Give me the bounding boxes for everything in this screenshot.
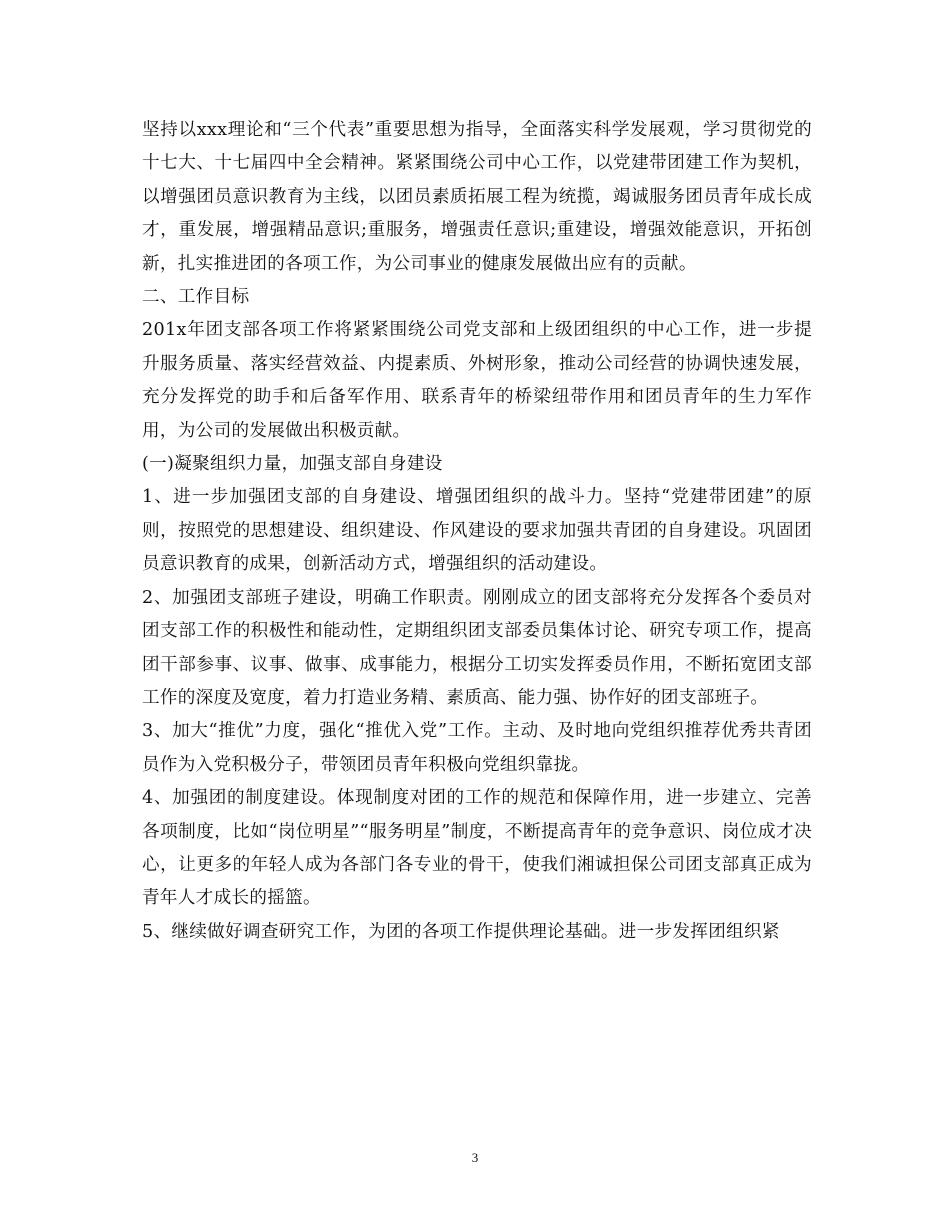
list-item-2: 2、加强团支部班子建设，明确工作职责。刚刚成立的团支部将充分发挥各个委员对团支部工作的积极性和能动性，定期组织团支部委员集体讨论、研究专项工作，提高团干部参事、议事、做事、成事能力，根据分工切实发挥委员作用，不断拓宽团支部工作的深度及宽度，着力打造业务精、素质高、能力强、协作好的团支部班子。 [142, 587, 812, 708]
subsection-heading-organization: (一)凝聚组织力量，加强支部自身建设 [142, 454, 443, 475]
list-item-3: 3、加大“推优”力度，强化“推优入党”工作。主动、及时地向党组织推荐优秀共青团员作为入党积极分子，带领团员青年积极向党组织靠拢。 [142, 721, 812, 775]
section-heading-work-goals: 二、工作目标 [142, 287, 250, 308]
list-item-5: 5、继续做好调查研究工作，为团的各项工作提供理论基础。进一步发挥团组织紧 [142, 921, 780, 942]
paragraph-work-goals: 201x年团支部各项工作将紧紧围绕公司党支部和上级团组织的中心工作，进一步提升服务质量、落实经营效益、内提素质、外树形象，推动公司经营的协调快速发展，充分发挥党的助手和后备军作用、联系青年的桥梁纽带作用和团员青年的生力军作用，为公司的发展做出积极贡献。 [142, 320, 812, 441]
list-item-1: 1、进一步加强团支部的自身建设、增强团组织的战斗力。坚持“党建带团建”的原则，按照党的思想建设、组织建设、作风建设的要求加强共青团的自身建设。巩固团员意识教育的成果，创新活动方式，增强组织的活动建设。 [142, 487, 812, 575]
list-item-4: 4、加强团的制度建设。体现制度对团的工作的规范和保障作用，进一步建立、完善各项制度，比如“岗位明星”“服务明星”制度，不断提高青年的竞争意识、岗位成才决心，让更多的年轻人成为各部门各专业的骨干，使我们湘诚担保公司团支部真正成为青年人才成长的摇篮。 [142, 788, 812, 909]
page-number: 3 [471, 1150, 479, 1165]
document-body [142, 114, 812, 949]
paragraph-guiding-ideology: 坚持以xxx理论和“三个代表”重要思想为指导，全面落实科学发展观，学习贯彻党的十七大、十七届四中全会精神。紧紧围绕公司中心工作，以党建带团建工作为契机，以增强团员意识教育为主线，以团员素质拓展工程为统揽，竭诚服务团员青年成长成才，重发展，增强精品意识;重服务，增强责任意识;重建设，增强效能意识，开拓创新，扎实推进团的各项工作，为公司事业的健康发展做出应有的贡献。 [142, 120, 812, 274]
